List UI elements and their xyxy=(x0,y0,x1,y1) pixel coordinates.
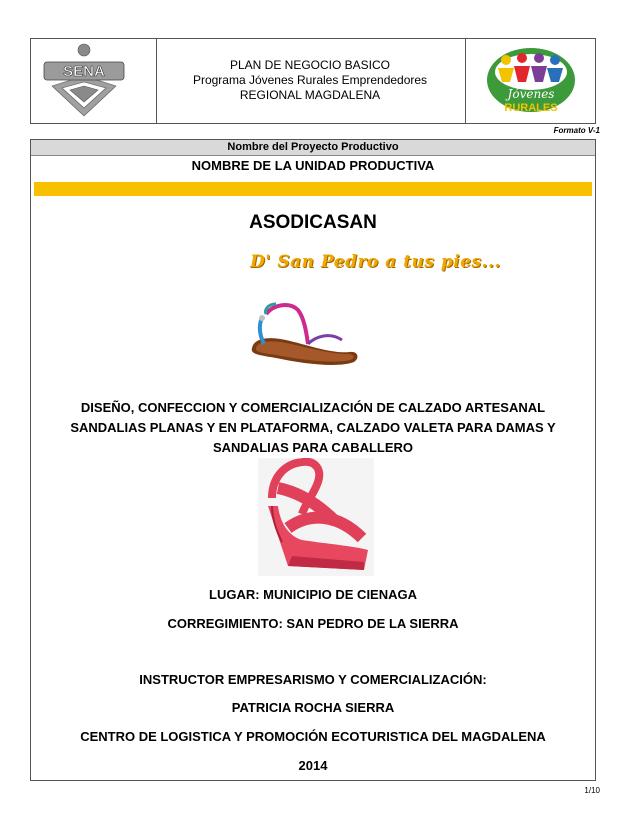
year: 2014 xyxy=(298,758,328,773)
sena-logo-text: SENA xyxy=(63,63,105,80)
logo-rurales-text: RURALES xyxy=(504,102,558,114)
description-line-1: DISEÑO, CONFECCION Y COMERCIALIZACIÓN DE CALZADO ARTESANAL xyxy=(80,400,546,415)
sena-logo xyxy=(38,42,130,118)
unit-label: NOMBRE DE LA UNIDAD PRODUCTIVA xyxy=(191,158,435,173)
accent-bar xyxy=(34,182,592,196)
header-line-2: Programa Jóvenes Rurales Emprendedores xyxy=(192,73,428,87)
section-label: Nombre del Proyecto Productivo xyxy=(227,141,399,153)
header-text xyxy=(156,58,464,103)
page-number: 1/10 xyxy=(584,786,600,795)
corregimiento: CORREGIMIENTO: SAN PEDRO DE LA SIERRA xyxy=(167,616,459,631)
company-name: ASODICASAN xyxy=(249,212,377,233)
logo-jovenes-text: Jóvenes xyxy=(507,87,555,101)
description-line-2: SANDALIAS PLANAS Y EN PLATAFORMA, CALZADO VALETA PARA DAMAS Y xyxy=(70,420,556,435)
header-line-3: REGIONAL MAGDALENA xyxy=(239,88,381,102)
section-label-bar xyxy=(31,140,595,156)
header-divider-right xyxy=(465,39,466,123)
product-description xyxy=(30,398,596,458)
description-line-3: SANDALIAS PARA CABALLERO xyxy=(212,440,414,455)
sandal-flat-photo xyxy=(246,296,364,370)
location: LUGAR: MUNICIPIO DE CIENAGA xyxy=(209,587,417,602)
jovenes-rurales-logo xyxy=(484,46,578,118)
format-code: Formato V-1 xyxy=(553,126,600,135)
instructor-name: PATRICIA ROCHA SIERRA xyxy=(231,700,395,715)
instructor-label: INSTRUCTOR EMPRESARISMO Y COMERCIALIZACIÓN: xyxy=(139,672,487,687)
sandal-platform-photo xyxy=(258,458,374,576)
header-line-1: PLAN DE NEGOCIO BASICO xyxy=(229,58,391,72)
training-center: CENTRO DE LOGISTICA Y PROMOCIÓN ECOTURISTICA DEL MAGDALENA xyxy=(80,729,546,744)
slogan: D' San Pedro a tus pies... xyxy=(250,252,501,272)
